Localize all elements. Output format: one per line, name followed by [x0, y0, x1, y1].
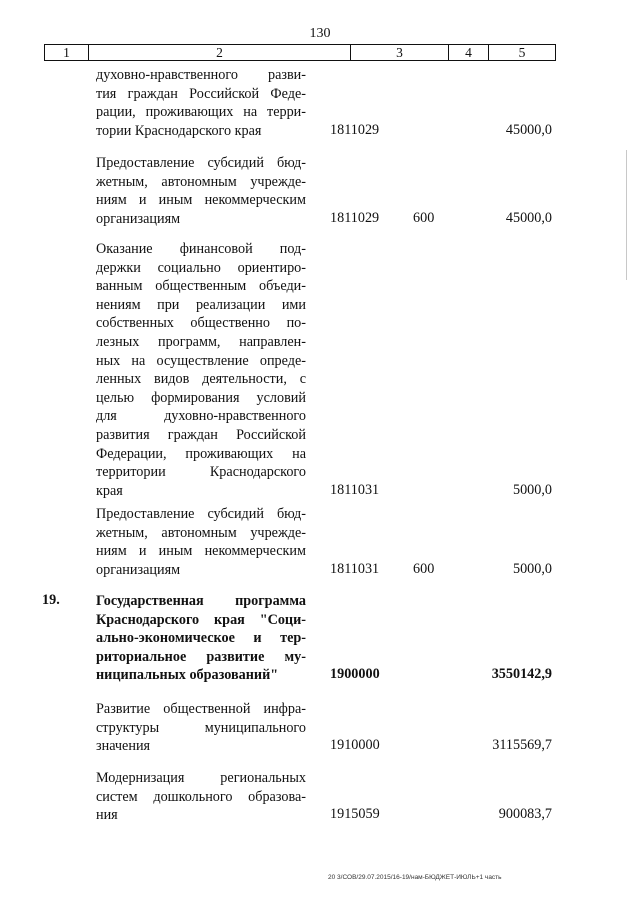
header-col-5: 5	[518, 45, 526, 60]
description-line: Предоставление субсидий бюд-	[96, 155, 306, 171]
description-line: для духовно-нравственного	[96, 408, 306, 425]
description-line: территории Краснодарского	[96, 464, 306, 481]
row-number: 19.	[42, 592, 60, 608]
description-line: Развитие общественной инфра-	[96, 701, 306, 717]
row-description	[96, 769, 306, 825]
row-code: 1910000	[330, 737, 380, 754]
row-code: 1811031	[330, 481, 380, 498]
row-amount: 45000,0	[505, 121, 552, 138]
row-description	[96, 505, 306, 579]
description-line: ниципальных образований"	[96, 667, 279, 684]
description-line: риториальное развитие му-	[96, 648, 306, 665]
row-code: 1811029	[330, 121, 380, 138]
description-line: ния	[96, 807, 118, 824]
document-footer: 20 3/СОВ/29.07.2015/16-19/нам-БЮДЖЕТ-ИЮЛЬ+1 часть	[328, 874, 502, 881]
description-line: структуры муниципального	[96, 719, 306, 736]
row-expense-type: 600	[413, 209, 435, 226]
description-line: держки социально ориентиро-	[96, 259, 306, 276]
description-line: нениям при реализации ими	[96, 296, 306, 313]
description-line: ленных видов деятельности, с	[96, 371, 306, 388]
page-number: 130	[309, 26, 331, 41]
row-amount: 3550142,9	[491, 666, 552, 683]
description-line: лезных программ, направлен-	[96, 333, 306, 350]
description-line: ванным общественным объеди-	[96, 278, 306, 295]
description-line: духовно-нравственного разви-	[96, 67, 306, 83]
row-amount: 45000,0	[505, 209, 552, 226]
description-line: края	[96, 482, 123, 499]
description-line: жетным, автономным учрежде-	[96, 173, 306, 190]
row-code: 1811031	[330, 560, 380, 577]
table-header	[44, 44, 556, 61]
description-line: жетным, автономным учрежде-	[96, 524, 306, 541]
row-amount: 5000,0	[512, 560, 552, 577]
description-line: тия граждан Российской Феде-	[96, 85, 306, 102]
description-line: Государственная программа	[96, 593, 306, 609]
row-description	[96, 66, 306, 140]
description-line: целью формирования условий	[96, 389, 306, 406]
header-col-1: 1	[45, 45, 89, 60]
description-line: организациям	[96, 210, 181, 227]
description-line: ниям и иным некоммерческим	[96, 192, 306, 209]
row-expense-type: 600	[413, 560, 435, 577]
scan-margin-mark	[626, 150, 627, 280]
row-amount: 5000,0	[512, 481, 552, 498]
description-line: собственных общественно по-	[96, 315, 306, 332]
row-description	[96, 154, 306, 228]
header-col-3: 3	[351, 45, 449, 60]
description-line: ально-экономическое и тер-	[96, 630, 306, 647]
row-amount: 900083,7	[498, 806, 552, 823]
row-description	[96, 240, 306, 500]
row-description	[96, 700, 306, 756]
row-code: 1811029	[330, 209, 380, 226]
description-line: организациям	[96, 561, 181, 578]
row-code: 1900000	[330, 666, 380, 683]
description-line: Краснодарского края "Соци-	[96, 611, 306, 628]
row-code: 1915059	[330, 806, 380, 823]
description-line: рации, проживающих на терри-	[96, 104, 306, 121]
description-line: значения	[96, 738, 151, 755]
description-line: Федерации, проживающих на	[96, 445, 306, 462]
row-description	[96, 592, 306, 685]
row-amount: 3115569,7	[492, 737, 552, 754]
description-line: Модернизация региональных	[96, 770, 306, 786]
description-line: ниям и иным некоммерческим	[96, 543, 306, 560]
description-line: Оказание финансовой под-	[96, 241, 306, 257]
header-col-2: 2	[89, 45, 351, 60]
description-line: Предоставление субсидий бюд-	[96, 506, 306, 522]
header-col-4: 4	[449, 45, 489, 60]
description-line: систем дошкольного образова-	[96, 788, 306, 805]
description-line: тории Краснодарского края	[96, 122, 262, 139]
description-line: развития граждан Российской	[96, 426, 306, 443]
description-line: ных на осуществление опреде-	[96, 352, 306, 369]
